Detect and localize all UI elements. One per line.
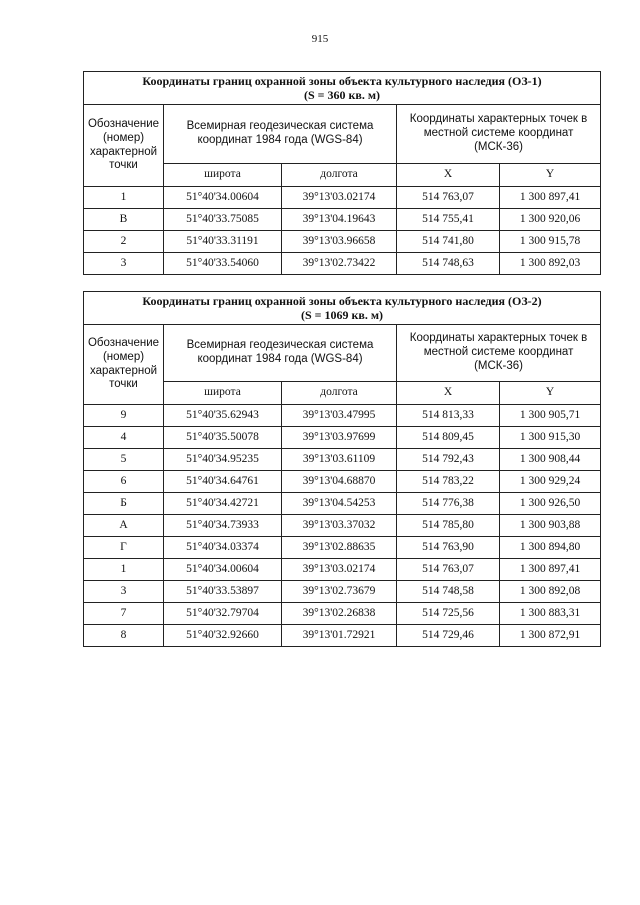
latitude-value: 51°40'35.62943 — [164, 405, 282, 427]
longitude-value: 39°13'02.73679 — [282, 581, 397, 603]
longitude-value: 39°13'02.26838 — [282, 603, 397, 625]
y-value: 1 300 908,44 — [500, 449, 601, 471]
latitude-value: 51°40'32.92660 — [164, 625, 282, 647]
point-id: 3 — [84, 253, 164, 275]
table-title — [84, 292, 601, 325]
latitude-value: 51°40'34.73933 — [164, 515, 282, 537]
header-x: X — [397, 164, 500, 187]
x-value: 514 763,07 — [397, 559, 500, 581]
latitude-value: 51°40'34.00604 — [164, 187, 282, 209]
y-value: 1 300 897,41 — [500, 187, 601, 209]
x-value: 514 755,41 — [397, 209, 500, 231]
longitude-value: 39°13'03.02174 — [282, 187, 397, 209]
table-row — [84, 515, 601, 537]
table-row — [84, 471, 601, 493]
table-row — [84, 493, 601, 515]
table-area: (S = 1069 кв. м) — [300, 308, 384, 322]
point-id: В — [84, 209, 164, 231]
coordinates-table-oz1 — [83, 71, 601, 275]
table-row — [84, 209, 601, 231]
table-row — [84, 559, 601, 581]
table-row — [84, 537, 601, 559]
table-row — [84, 625, 601, 647]
longitude-value: 39°13'04.19643 — [282, 209, 397, 231]
table-title-text: Координаты границ охранной зоны объекта культурного наследия (ОЗ-2) — [142, 293, 542, 308]
coordinates-table-oz2 — [83, 291, 601, 647]
x-value: 514 763,90 — [397, 537, 500, 559]
latitude-value: 51°40'34.64761 — [164, 471, 282, 493]
latitude-value: 51°40'33.75085 — [164, 209, 282, 231]
longitude-value: 39°13'03.97699 — [282, 427, 397, 449]
x-value: 514 813,33 — [397, 405, 500, 427]
y-value: 1 300 903,88 — [500, 515, 601, 537]
header-longitude: долгота — [282, 164, 397, 187]
y-value: 1 300 915,78 — [500, 231, 601, 253]
latitude-value: 51°40'33.31191 — [164, 231, 282, 253]
longitude-value: 39°13'02.73422 — [282, 253, 397, 275]
latitude-value: 51°40'34.03374 — [164, 537, 282, 559]
point-id: 1 — [84, 187, 164, 209]
y-value: 1 300 872,91 — [500, 625, 601, 647]
latitude-value: 51°40'33.54060 — [164, 253, 282, 275]
x-value: 514 783,22 — [397, 471, 500, 493]
x-value: 514 725,56 — [397, 603, 500, 625]
table-area: (S = 360 кв. м) — [303, 88, 381, 102]
x-value: 514 741,80 — [397, 231, 500, 253]
x-value: 514 748,63 — [397, 253, 500, 275]
table-row — [84, 253, 601, 275]
header-msk36: Координаты характерных точек в местной системе координат (МСК-36) — [397, 325, 601, 382]
longitude-value: 39°13'03.96658 — [282, 231, 397, 253]
x-value: 514 763,07 — [397, 187, 500, 209]
x-value: 514 785,80 — [397, 515, 500, 537]
longitude-value: 39°13'03.47995 — [282, 405, 397, 427]
longitude-value: 39°13'04.54253 — [282, 493, 397, 515]
point-id: Г — [84, 537, 164, 559]
table-row — [84, 581, 601, 603]
point-id: 4 — [84, 427, 164, 449]
table-row — [84, 187, 601, 209]
point-id: 6 — [84, 471, 164, 493]
x-value: 514 776,38 — [397, 493, 500, 515]
x-value: 514 748,58 — [397, 581, 500, 603]
longitude-value: 39°13'01.72921 — [282, 625, 397, 647]
header-y: Y — [500, 164, 601, 187]
header-latitude: широта — [164, 164, 282, 187]
latitude-value: 51°40'34.95235 — [164, 449, 282, 471]
longitude-value: 39°13'03.02174 — [282, 559, 397, 581]
x-value: 514 809,45 — [397, 427, 500, 449]
longitude-value: 39°13'02.88635 — [282, 537, 397, 559]
header-latitude: широта — [164, 382, 282, 405]
header-wgs84: Всемирная геодезическая система координат 1984 года (WGS-84) — [164, 325, 397, 382]
table-row — [84, 449, 601, 471]
latitude-value: 51°40'34.42721 — [164, 493, 282, 515]
longitude-value: 39°13'03.61109 — [282, 449, 397, 471]
x-value: 514 729,46 — [397, 625, 500, 647]
y-value: 1 300 905,71 — [500, 405, 601, 427]
table-row — [84, 603, 601, 625]
latitude-value: 51°40'34.00604 — [164, 559, 282, 581]
table-row — [84, 427, 601, 449]
latitude-value: 51°40'32.79704 — [164, 603, 282, 625]
point-id: 2 — [84, 231, 164, 253]
point-id: А — [84, 515, 164, 537]
y-value: 1 300 926,50 — [500, 493, 601, 515]
point-id: 7 — [84, 603, 164, 625]
longitude-value: 39°13'04.68870 — [282, 471, 397, 493]
point-id: Б — [84, 493, 164, 515]
point-id: 9 — [84, 405, 164, 427]
header-x: X — [397, 382, 500, 405]
latitude-value: 51°40'35.50078 — [164, 427, 282, 449]
header-y: Y — [500, 382, 601, 405]
y-value: 1 300 929,24 — [500, 471, 601, 493]
point-id: 1 — [84, 559, 164, 581]
table-row — [84, 405, 601, 427]
y-value: 1 300 883,31 — [500, 603, 601, 625]
y-value: 1 300 897,41 — [500, 559, 601, 581]
longitude-value: 39°13'03.37032 — [282, 515, 397, 537]
y-value: 1 300 915,30 — [500, 427, 601, 449]
x-value: 514 792,43 — [397, 449, 500, 471]
header-wgs84: Всемирная геодезическая система координат 1984 года (WGS-84) — [164, 105, 397, 164]
point-id: 8 — [84, 625, 164, 647]
header-designation: Обозначение (номер) характерной точки — [84, 105, 164, 187]
y-value: 1 300 892,03 — [500, 253, 601, 275]
y-value: 1 300 892,08 — [500, 581, 601, 603]
header-designation: Обозначение (номер) характерной точки — [84, 325, 164, 405]
y-value: 1 300 894,80 — [500, 537, 601, 559]
header-longitude: долгота — [282, 382, 397, 405]
point-id: 3 — [84, 581, 164, 603]
page-number: 915 — [311, 33, 329, 45]
table-row — [84, 231, 601, 253]
table-title-text: Координаты границ охранной зоны объекта культурного наследия (ОЗ-1) — [142, 73, 542, 88]
table-title — [84, 72, 601, 105]
header-msk36: Координаты характерных точек в местной системе координат (МСК-36) — [397, 105, 601, 164]
y-value: 1 300 920,06 — [500, 209, 601, 231]
latitude-value: 51°40'33.53897 — [164, 581, 282, 603]
point-id: 5 — [84, 449, 164, 471]
